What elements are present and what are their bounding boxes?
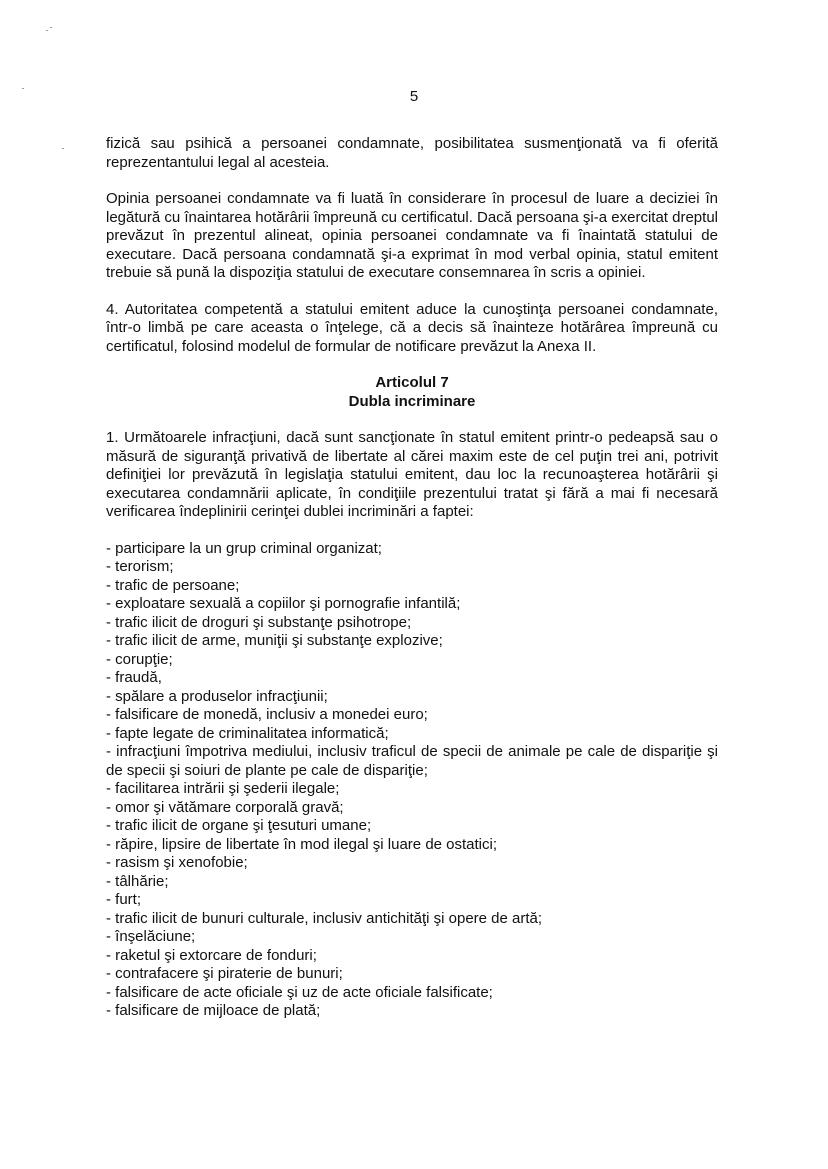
offences-list [106,540,718,1021]
page-number: 5 [409,88,419,105]
list-item: - exploatare sexuală a copiilor şi pornografie infantilă; [106,595,461,612]
article-title: Dubla incriminare [348,392,476,410]
list-item: - falsificare de mijloace de plată; [106,1002,321,1019]
article-intro-paragraph: 1. Următoarele infracţiuni, dacă sunt sancţionate în statul emitent printr-o pedeapsă sau o măsură de siguranţă privativă de libertate al cărei maxim este de cel puţin trei ani, potrivit definiţiei lor prevăzută în legislaţia statului emitent, dau loc la recunoaşterea hotărârii şi executarea condamnării aplicate, în condiţiile prezentului tratat şi fără a mai fi necesară verificarea îndeplinirii cerinţei dublei incriminări a faptei: [106,429,718,520]
list-item: - corupţie; [106,650,173,668]
paragraph: Opinia persoanei condamnate va fi luată în considerare în procesul de luare a deciziei în legătură cu înaintarea hotărârii împreună cu certificatul. Dacă persoana şi-a exercitat dreptul prevăzut în prezentul alineat, opinia persoanei condamnate va fi înaintată statului de executare. Dacă persoana condamnată şi-a exprimat în mod verbal opinia, statul emitent trebuie să pună la dispoziţia statului de executare consemnarea în scris a opiniei. [106,190,718,281]
list-item: - falsificare de acte oficiale şi uz de acte oficiale falsificate; [106,983,493,1001]
list-item: - înşelăciune; [106,928,196,945]
list-item: - terorism; [106,558,174,575]
list-item: - contrafacere şi piraterie de bunuri; [106,965,343,982]
list-item: - tâlhărie; [106,872,169,890]
list-item: - spălare a produselor infracţiunii; [106,687,328,705]
list-item: - fraudă, [106,669,162,686]
paragraph: fizică sau psihică a persoanei condamnate, posibilitatea susmenţionată va fi oferită reprezentantului legal al acesteia. [106,135,718,171]
list-item: - furt; [106,891,142,908]
document-body [106,135,718,1021]
list-item: - trafic ilicit de droguri şi substanţe psihotrope; [106,613,412,631]
list-item: - omor şi vătămare corporală gravă; [106,798,344,816]
list-item: - trafic ilicit de arme, muniţii şi substanţe explozive; [106,632,443,649]
list-item: - infracţiuni împotriva mediului, inclusiv traficul de specii de animale pe cale de dispariţie şi de specii şi soiuri de plante pe cale de dispariţie; [106,743,718,779]
list-item: - raketul şi extorcare de fonduri; [106,946,317,964]
list-item: - participare la un grup criminal organizat; [106,539,382,557]
scan-speck [62,148,64,149]
list-item: - trafic ilicit de organe şi ţesuturi umane; [106,817,372,834]
list-item: - trafic ilicit de bunuri culturale, inclusiv antichităţi şi opere de artă; [106,909,543,927]
scan-speck [46,30,48,31]
list-item: - răpire, lipsire de libertate în mod ilegal şi luare de ostatici; [106,835,498,853]
list-item: - fapte legate de criminalitatea informatică; [106,724,389,742]
list-item: - facilitarea intrării şi şederii ilegale; [106,780,340,797]
article-heading-block [106,374,718,411]
list-item: - rasism şi xenofobie; [106,854,248,871]
paragraph: 4. Autoritatea competentă a statului emitent aduce la cunoştinţa persoanei condamnate, într-o limbă pe care aceasta o înţelege, că a decis să înainteze hotărârea împreună cu certificatul, folosind modelul de formular de notificare prevăzut la Anexa II. [106,300,718,355]
list-item: - trafic de persoane; [106,576,240,594]
scan-speck [50,27,52,28]
article-number: Articolul 7 [375,374,449,391]
list-item: - falsificare de monedă, inclusiv a monedei euro; [106,706,428,723]
